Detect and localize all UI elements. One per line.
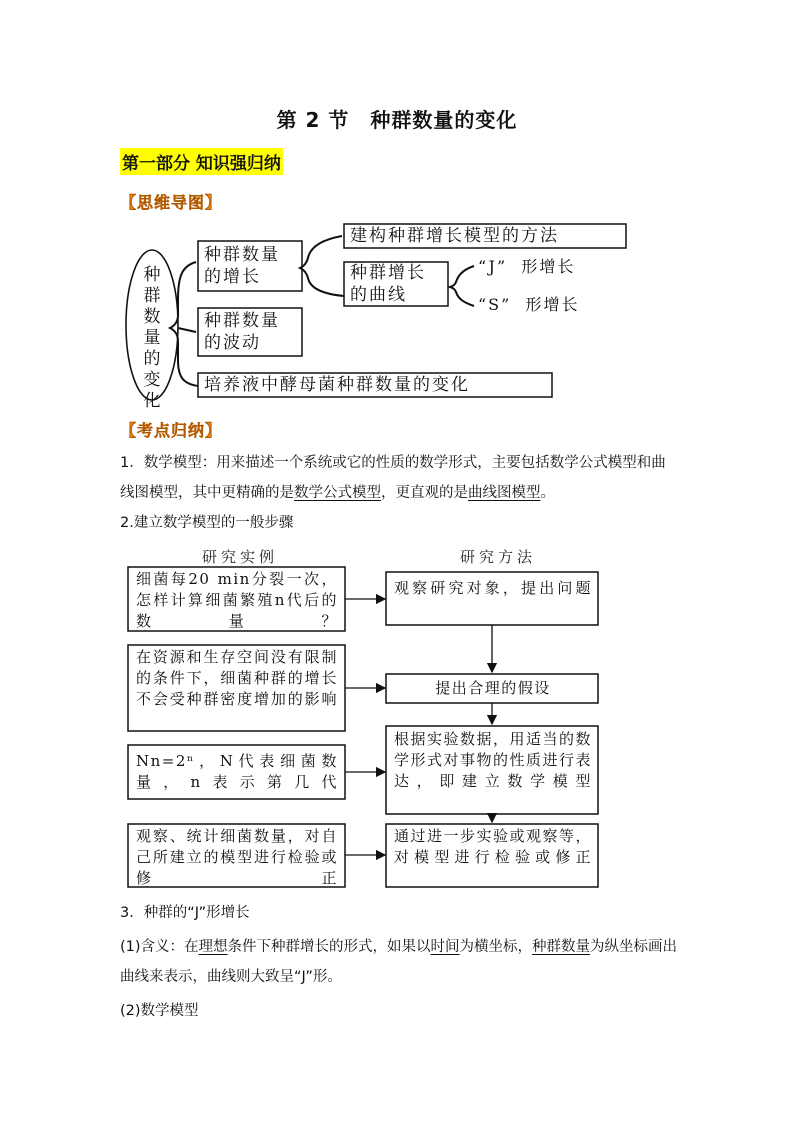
kaodian-item-3-2: (2)数学模型 [120, 1003, 199, 1019]
item3-1-prefix: (1)含义：在 [120, 939, 199, 955]
part-heading: 第一部分 知识强归纳 [120, 148, 283, 175]
kaodian-item-2: 2.建立数学模型的一般步骤 [120, 515, 294, 531]
mindmap-growth-label: 种群数量的增长 [204, 245, 280, 287]
flowchart-right-text-2: 提出合理的假设 [435, 679, 551, 697]
item1-formula-model: 数学公式模型 [294, 485, 381, 501]
mindmap-heading: 【思维导图】 [120, 193, 223, 212]
flowchart-left-text-1: 细菌每20 min分裂一次，怎样计算细菌繁殖n代后的数量？ [136, 570, 338, 630]
flowchart-left-header: 研究实例 [201, 548, 278, 566]
mindmap-curve-label: 种群增长的曲线 [350, 263, 426, 305]
flowchart-right-text-1: 观察研究对象，提出问题 [394, 579, 592, 597]
flowchart-left-text-3: Nn=2ⁿ，N代表细菌数量，n表示第几代 [136, 752, 338, 791]
mindmap-fluct-label: 种群数量的波动 [204, 311, 280, 353]
item3-1-ideal: 理想 [198, 939, 228, 955]
kaodian-heading: 【考点归纳】 [120, 421, 223, 440]
flowchart-left-text-2: 在资源和生存空间没有限制的条件下，细菌种群的增长不会受种群密度增加的影响 [136, 648, 338, 708]
item3-1-time: 时间 [430, 939, 460, 955]
flowchart-right-text-4: 通过进一步实验或观察等，对模型进行检验或修正 [394, 827, 593, 866]
mindmap-root-label: 种群数量的变化 [143, 265, 161, 411]
item1-text-mid: ，更直观的是 [381, 485, 468, 501]
page-title: 第 2 节 种群数量的变化 [276, 108, 518, 132]
item3-1-mid2: 为横坐标， [459, 939, 533, 955]
mindmap-yeast-label: 培养液中酵母菌种群数量的变化 [204, 375, 470, 395]
flowchart-right-text-3: 根据实验数据，用适当的数学形式对事物的性质进行表达，即建立数学模型 [394, 730, 593, 790]
flowchart-left-text-4: 观察、统计细菌数量，对自己所建立的模型进行检验或修正 [136, 827, 338, 887]
item1-curve-model: 曲线图模型 [468, 485, 541, 501]
item3-1-mid1: 条件下种群增长的形式，如果以 [227, 939, 431, 955]
flowchart-right-header: 研究方法 [459, 548, 536, 566]
item3-1-population-number: 种群数量 [532, 939, 591, 955]
mindmap-j-curve-label: “J” 形增长 [478, 257, 576, 276]
mindmap-method-label: 建构种群增长模型的方法 [350, 226, 559, 246]
item1-text-prefix: 1．数学模型：用来描述一个系统或它的性质的数学形式，主要包括数学公式模型和曲线图模型，其中更精确的是 [120, 455, 666, 501]
item3-1-end: 为纵坐标画出曲线来表示，曲线则大致呈“J”形。 [120, 939, 678, 985]
mindmap-s-curve-label: “S” 形增长 [478, 295, 580, 314]
kaodian-item-3: 3．种群的“J”形增长 [120, 905, 250, 921]
item1-text-end: 。 [540, 485, 555, 501]
kaodian-item-3-1 [120, 932, 682, 992]
